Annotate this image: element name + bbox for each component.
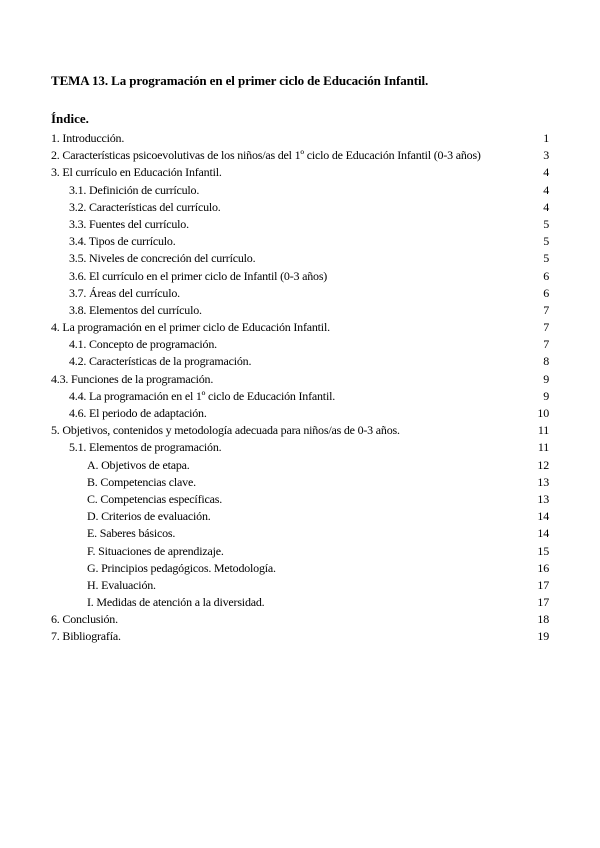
toc-entry bbox=[51, 439, 549, 456]
document-title: TEMA 13. La programación en el primer ciclo de Educación Infantil. bbox=[51, 73, 429, 88]
toc-entry-page: 4 bbox=[543, 182, 549, 197]
toc-entry-text: 3.7. Áreas del currículo. bbox=[69, 285, 180, 300]
toc-entry bbox=[51, 577, 549, 594]
toc-entry bbox=[51, 285, 549, 302]
toc-entry-page: 16 bbox=[537, 560, 549, 575]
toc-entry bbox=[51, 388, 549, 405]
toc-entry-text: 3.5. Niveles de concreción del currículo. bbox=[69, 251, 256, 266]
toc-entry-page: 13 bbox=[537, 474, 549, 489]
toc-entry-text: 1. Introducción. bbox=[51, 131, 125, 145]
toc-entry bbox=[51, 422, 549, 439]
toc-entry-page: 6 bbox=[543, 268, 549, 283]
toc-entry-text: 3. El currículo en Educación Infantil. bbox=[51, 165, 222, 180]
toc-entry-page: 13 bbox=[537, 491, 549, 506]
toc-entry-page: 14 bbox=[537, 509, 549, 524]
toc-entry-text: E. Saberes básicos. bbox=[87, 526, 176, 541]
toc-entry-text: G. Principios pedagógicos. Metodología. bbox=[87, 560, 276, 575]
toc-entry bbox=[51, 182, 549, 199]
toc-entry-text: 3.6. El currículo en el primer ciclo de Infantil (0-3 años) bbox=[69, 268, 328, 283]
toc-entry bbox=[51, 543, 549, 560]
toc-entry-page: 6 bbox=[543, 285, 549, 300]
toc-entry-text: A. Objetivos de etapa. bbox=[87, 457, 190, 472]
toc-entry bbox=[51, 216, 549, 233]
toc-entry-page: 7 bbox=[543, 320, 549, 335]
toc-entry-text: 3.2. Características del currículo. bbox=[69, 199, 221, 214]
toc-entry-text: D. Criterios de evaluación. bbox=[87, 509, 211, 524]
toc-entry-text: 7. Bibliografía. bbox=[51, 629, 121, 644]
toc-entry-page: 10 bbox=[537, 406, 549, 420]
toc-entry-page: 14 bbox=[537, 526, 549, 541]
toc-entry bbox=[51, 319, 549, 336]
toc-entry bbox=[51, 130, 549, 147]
toc-entry-page: 7 bbox=[543, 337, 549, 352]
toc-entry bbox=[51, 336, 549, 353]
toc-entry-page: 11 bbox=[537, 423, 549, 438]
toc-entry-page: 5 bbox=[543, 216, 549, 231]
toc-entry-text: C. Competencias específicas. bbox=[87, 491, 223, 506]
toc-entry bbox=[51, 560, 549, 577]
toc-entry bbox=[51, 302, 549, 319]
toc-entry-page: 1 bbox=[543, 131, 549, 145]
toc-entry-page: 4 bbox=[543, 165, 549, 180]
toc-entry bbox=[51, 199, 549, 216]
index-heading: Índice. bbox=[51, 111, 89, 126]
toc-entry-page: 17 bbox=[537, 577, 549, 592]
toc-entry-page: 9 bbox=[543, 388, 549, 403]
toc-entry-text: 5. Objetivos, contenidos y metodología adecuada para niños/as de 0-3 años. bbox=[51, 423, 400, 438]
toc-entry bbox=[51, 508, 549, 525]
toc-entry-page: 7 bbox=[543, 302, 549, 317]
toc-entry-page: 3 bbox=[543, 148, 549, 163]
toc-entry-page: 19 bbox=[537, 629, 549, 644]
toc-entry-text: 4.6. El periodo de adaptación. bbox=[69, 406, 207, 420]
toc-entry-text: B. Competencias clave. bbox=[87, 474, 196, 489]
toc-entry-text: 3.3. Fuentes del currículo. bbox=[69, 216, 189, 231]
toc-entry-page: 18 bbox=[537, 612, 549, 627]
toc-entry-text: 4.3. Funciones de la programación. bbox=[51, 371, 214, 386]
toc-entry-text: 3.8. Elementos del currículo. bbox=[69, 302, 202, 317]
toc-entry-text: 6. Conclusión. bbox=[51, 612, 118, 627]
toc-entry-text: 4.4. La programación en el 1º ciclo de Educación Infantil. bbox=[69, 388, 336, 403]
toc-entry bbox=[51, 250, 549, 267]
toc-entry-text: 3.4. Tipos de currículo. bbox=[69, 234, 176, 249]
toc-entry-page: 12 bbox=[537, 457, 549, 472]
toc-entry bbox=[51, 405, 549, 422]
toc-entry-page: 8 bbox=[543, 354, 549, 369]
toc-entry-page: 17 bbox=[537, 595, 549, 610]
toc-entry-text: H. Evaluación. bbox=[87, 577, 156, 592]
toc-entry bbox=[51, 525, 549, 542]
toc-entry bbox=[51, 233, 549, 250]
toc-entry-text: I. Medidas de atención a la diversidad. bbox=[87, 595, 265, 610]
toc-entry bbox=[51, 353, 549, 370]
toc-entry-page: 11 bbox=[537, 440, 549, 455]
toc-entry bbox=[51, 491, 549, 508]
toc-entry bbox=[51, 628, 549, 645]
toc-entry-text: 2. Características psicoevolutivas de los niños/as del 1º ciclo de Educación Infantil (0-3 años) bbox=[51, 148, 481, 163]
toc-entry bbox=[51, 147, 549, 164]
toc-entry-page: 5 bbox=[543, 251, 549, 266]
toc-entry bbox=[51, 611, 549, 628]
toc-entry-text: 5.1. Elementos de programación. bbox=[69, 440, 222, 455]
toc-entry bbox=[51, 164, 549, 181]
toc-entry-text: F. Situaciones de aprendizaje. bbox=[87, 543, 224, 558]
toc-entry-text: 3.1. Definición de currículo. bbox=[69, 182, 200, 197]
toc-entry bbox=[51, 594, 549, 611]
toc-entry-page: 15 bbox=[537, 543, 549, 558]
toc-entry-text: 4. La programación en el primer ciclo de Educación Infantil. bbox=[51, 320, 330, 335]
toc-entry-page: 4 bbox=[543, 199, 549, 214]
toc-entry-page: 5 bbox=[543, 234, 549, 249]
toc-entry bbox=[51, 474, 549, 491]
table-of-contents bbox=[51, 130, 549, 646]
toc-entry-text: 4.2. Características de la programación. bbox=[69, 354, 252, 369]
toc-entry-text: 4.1. Concepto de programación. bbox=[69, 337, 217, 352]
toc-entry bbox=[51, 268, 549, 285]
toc-entry bbox=[51, 457, 549, 474]
toc-entry-page: 9 bbox=[543, 371, 549, 386]
toc-entry bbox=[51, 371, 549, 388]
